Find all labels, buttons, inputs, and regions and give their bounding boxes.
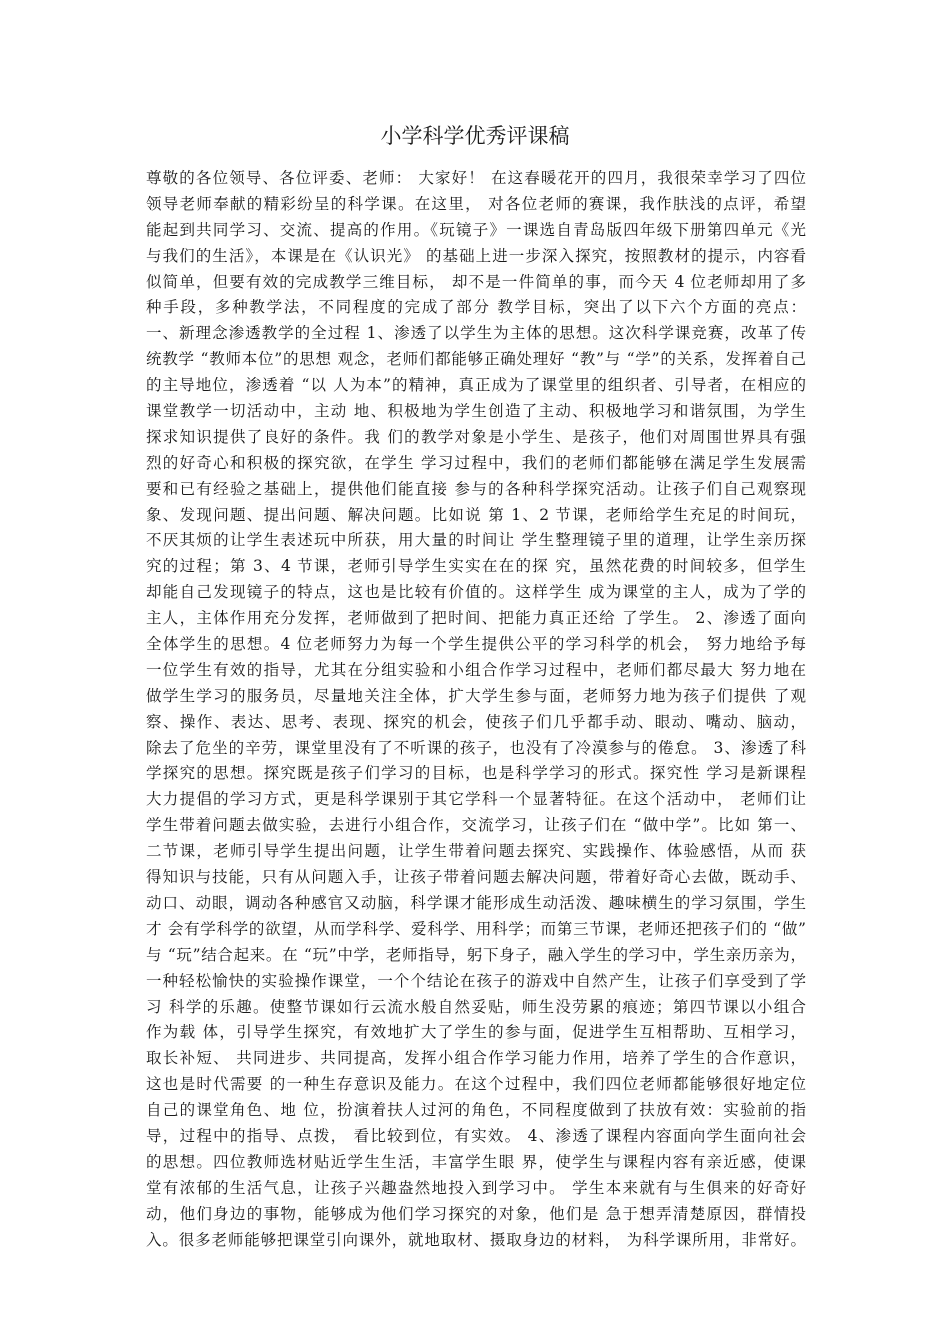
text-line: 种手段，多种教学法，不同程度的完成了部分 教学目标，突出了以下六个方面的亮点： — [146, 298, 806, 317]
text-line: 似简单，但要有效的完成教学三维目标， 却不是一件简单的事，而今天 4 位老师却用了多 — [146, 272, 806, 291]
text-line: 一位学生有效的指导，尤其在分组实验和小组合作学习过程中，老师们都尽最大 努力地在 — [146, 660, 806, 679]
text-line: 自己的课堂角色、地 位，扮演着扶人过河的角色，不同程度做到了扶放有效：实验前的指 — [146, 1101, 806, 1120]
text-line: 的思想。四位教师选材贴近学生生活，丰富学生眼 界，使学生与课程内容有亲近感，使课 — [146, 1152, 806, 1171]
text-line: 这也是时代需要 的一种生存意识及能力。在这个过程中，我们四位老师都能够很好地定位 — [146, 1075, 806, 1094]
text-line: 堂有浓郁的生活气息，让孩子兴趣盎然地投入到学习中。 学生本来就有与生俱来的好奇好 — [146, 1178, 806, 1197]
text-line: 与 “玩”结合起来。在 “玩”中学，老师指导，躬下身子，融入学生的学习中，学生亲历亲为， — [146, 945, 806, 964]
text-line: 除去了危坐的辛劳，课堂里没有了不听课的孩子，也没有了冷漠参与的倦怠。 3、渗透了科 — [146, 738, 806, 757]
text-line: 大力提倡的学习方式，更是科学课别于其它学科一个显著特征。在这个活动中， 老师们让 — [146, 790, 806, 809]
text-line: 要和已有经验之基础上，提供他们能直接 参与的各种科学探究活动。让孩子们自己观察现 — [146, 479, 806, 498]
text-line: 全体学生的思想。4 位老师努力为每一个学生提供公平的学习科学的机会， 努力地给予每 — [146, 635, 806, 654]
text-line: 与我们的生活》，本课是在《认识光》 的基础上进一步深入探究，按照教材的提示，内容看 — [146, 246, 806, 265]
text-line: 取长补短、 共同进步、共同提高，发挥小组合作学习能力作用，培养了学生的合作意识， — [146, 1049, 806, 1068]
text-line: 动口、动眼，调动各种感官又动脑，科学课才能形成生动活泼、趣味横生的学习氛围，学生 — [146, 893, 806, 912]
text-line: 学探究的思想。探究既是孩子们学习的目标，也是科学学习的形式。探究性 学习是新课程 — [146, 764, 806, 783]
text-line: 尊敬的各位领导、各位评委、老师： 大家好！ 在这春暖花开的四月，我很荣幸学习了四位 — [146, 169, 806, 187]
text-line: 烈的好奇心和积极的探究欲，在学生 学习过程中，我们的老师们都能够在满足学生发展需 — [146, 453, 806, 472]
text-line: 主人，主体作用充分发挥，老师做到了把时间、把能力真正还给 了学生。 2、渗透了面向 — [146, 609, 806, 628]
text-line: 动，他们身边的事物，能够成为他们学习探究的对象，他们是 急于想弄清楚原因，群情投 — [146, 1204, 806, 1223]
text-line: 习 科学的乐趣。使整节课如行云流水般自然妥贴，师生没劳累的痕迹；第四节课以小组合 — [146, 997, 806, 1016]
page-title: 小学科学优秀评课稿 — [380, 124, 570, 148]
text-line: 课堂教学一切活动中，主动 地、积极地为学生创造了主动、积极地学习和谐氛围，为学生 — [146, 402, 806, 421]
text-line: 二节课，老师引导学生提出问题，让学生带着问题去探究、实践操作、体验感悟，从而 获 — [146, 842, 806, 861]
text-line: 统教学 “教师本位”的思想 观念，老师们都能够正确处理好 “教”与 “学”的关系，发挥着自己 — [146, 350, 806, 369]
text-line: 做学生学习的服务员，尽量地关注全体，扩大学生参与面，老师努力地为孩子们提供 了观 — [146, 686, 806, 705]
text-line: 却能自己发现镜子的特点，这也是比较有价值的。这样学生 成为课堂的主人，成为了学的 — [146, 583, 806, 602]
text-line: 不厌其烦的让学生表述玩中所获，用大量的时间让 学生整理镜子里的道理，让学生亲历探 — [146, 531, 806, 550]
text-line: 作为载 体，引导学生探究，有效地扩大了学生的参与面，促进学生互相帮助、互相学习， — [146, 1023, 806, 1042]
text-line: 察、操作、表达、思考、表现、探究的机会，使孩子们几乎都手动、眼动、嘴动、脑动， — [146, 712, 806, 731]
body-paragraph — [146, 166, 806, 1253]
text-line: 一、新理念渗透教学的全过程 1、渗透了以学生为主体的思想。这次科学课竞赛，改革了传 — [146, 324, 806, 343]
text-line: 才 会有学科学的欲望，从而学科学、爱科学、用科学；而第三节课，老师还把孩子们的 “做” — [146, 919, 806, 938]
text-line: 能起到共同学习、交流、提高的作用。《玩镜子》一课选自青岛版四年级下册第四单元《光 — [146, 220, 806, 239]
text-line: 入。很多老师能够把课堂引向课外，就地取材、摄取身边的材料， 为科学课所用，非常好。 — [146, 1230, 806, 1249]
text-line: 的主导地位，渗透着 “以 人为本”的精神，真正成为了课堂里的组织者、引导者，在相应的 — [146, 376, 806, 395]
text-line: 学生带着问题去做实验，去进行小组合作，交流学习，让孩子们在 “做中学”。比如 第一、 — [146, 816, 806, 835]
text-line: 一种轻松愉快的实验操作课堂，一个个结论在孩子的游戏中自然产生，让孩子们享受到了学 — [146, 971, 806, 990]
text-line: 领导老师奉献的精彩纷呈的科学课。在这里， 对各位老师的赛课，我作肤浅的点评，希望 — [146, 194, 806, 213]
text-line: 导，过程中的指导、点拨， 看比较到位，有实效。 4、渗透了课程内容面向学生面向社会 — [146, 1126, 806, 1145]
text-line: 究的过程；第 3、4 节课，老师引导学生实实在在的探 究，虽然花费的时间较多，但学生 — [146, 557, 806, 576]
text-line: 探求知识提供了良好的条件。我 们的教学对象是小学生、是孩子，他们对周围世界具有强 — [146, 427, 806, 446]
text-line: 得知识与技能，只有从问题入手，让孩子带着问题去解决问题，带着好奇心去做，既动手、 — [146, 868, 806, 887]
text-line: 象、发现问题、提出问题、解决问题。比如说 第 1、2 节课，老师给学生充足的时间玩， — [146, 505, 806, 524]
